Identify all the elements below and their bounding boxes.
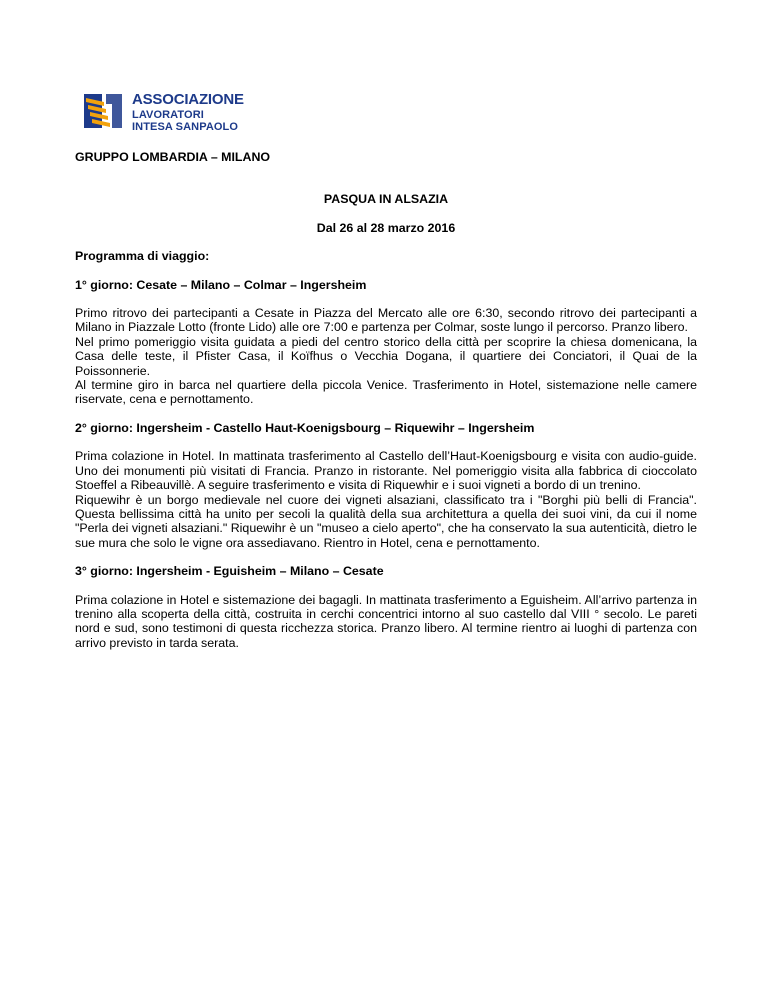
day-1-description — [75, 306, 697, 407]
logo-text-line-3: INTESA SANPAOLO — [132, 121, 239, 133]
day-2-paragraph: Riquewihr è un borgo medievale nel cuore dei vigneti alsaziani, classificato tra i "Borghi più belli di Francia". Questa bellissima città ha unito per secoli la qualità della sua architettura a quella dei suoi vini, da cui il nome "Perla dei vigneti alsaziani." Riquewihr è un "museo a cielo aperto", che ha conservato la sua autenticità, dietro le sue mura che solo le vigne ora assediavano. Rientro in Hotel, cena e pernottamento. — [75, 492, 697, 550]
association-logo — [82, 88, 252, 134]
trip-dates: Dal 26 al 28 marzo 2016 — [316, 220, 456, 235]
logo-emblem-icon — [82, 88, 126, 132]
day-3-description — [75, 593, 697, 651]
program-label: Programma di viaggio: — [75, 249, 210, 264]
day-3-paragraph: Prima colazione in Hotel e sistemazione dei bagagli. In mattinata trasferimento a Eguisheim. All’arrivo partenza in trenino alla scoperta della città, costruita in cerchi concentrici intorno al suo castello dal VIII ° secolo. Le pareti nord e sud, sono testimoni di questa ricchezza storica. Pranzo libero. Al termine rientro ai luoghi di partenza con arrivo previsto in tarda serata. — [75, 592, 697, 650]
day-2-paragraph: Prima colazione in Hotel. In mattinata trasferimento al Castello dell’Haut-Koenigsbourg e visita con audio-guide. Uno dei monumenti più visitati di Francia. Pranzo in ristorante. Nel pomeriggio visita alla fabbrica di cioccolato Stoeffel a Ribeauvillè. A seguire trasferimento e visita di Riquewhir e i suoi vigneti a bordo di un trenino. — [75, 449, 697, 493]
day-1-heading: 1° giorno: Cesate – Milano – Colmar – Ingersheim — [75, 277, 367, 292]
logo-text-line-1: ASSOCIAZIONE — [132, 91, 244, 108]
document-body — [75, 150, 697, 650]
day-2-description — [75, 449, 697, 550]
group-heading: GRUPPO LOMBARDIA – MILANO — [75, 150, 271, 164]
day-3-heading: 3° giorno: Ingersheim - Eguisheim – Milano – Cesate — [75, 564, 384, 579]
day-1-paragraph: Nel primo pomeriggio visita guidata a piedi del centro storico della città per scoprire la chiesa domenicana, la Casa delle teste, il Pfister Casa, il Koïfhus o Vecchia Dogana, il quartiere dei Conciatori, il Quai de la Poissonnerie. — [75, 334, 697, 378]
logo-text-line-2: LAVORATORI — [132, 109, 204, 121]
day-2-heading: 2° giorno: Ingersheim - Castello Haut-Koenigsbourg – Riquewihr – Ingersheim — [75, 420, 535, 435]
day-1-paragraph: Al termine giro in barca nel quartiere della piccola Venice. Trasferimento in Hotel, sistemazione nelle camere riservate, cena e pernottamento. — [75, 378, 697, 407]
document-title: PASQUA IN ALSAZIA — [323, 192, 449, 207]
day-1-paragraph: Primo ritrovo dei partecipanti a Cesate in Piazza del Mercato alle ore 6:30, secondo ritrovo dei partecipanti a Milano in Piazzale Lotto (fronte Lido) alle ore 7:00 e partenza per Colmar, soste lungo il percorso. Pranzo libero. — [75, 306, 697, 335]
